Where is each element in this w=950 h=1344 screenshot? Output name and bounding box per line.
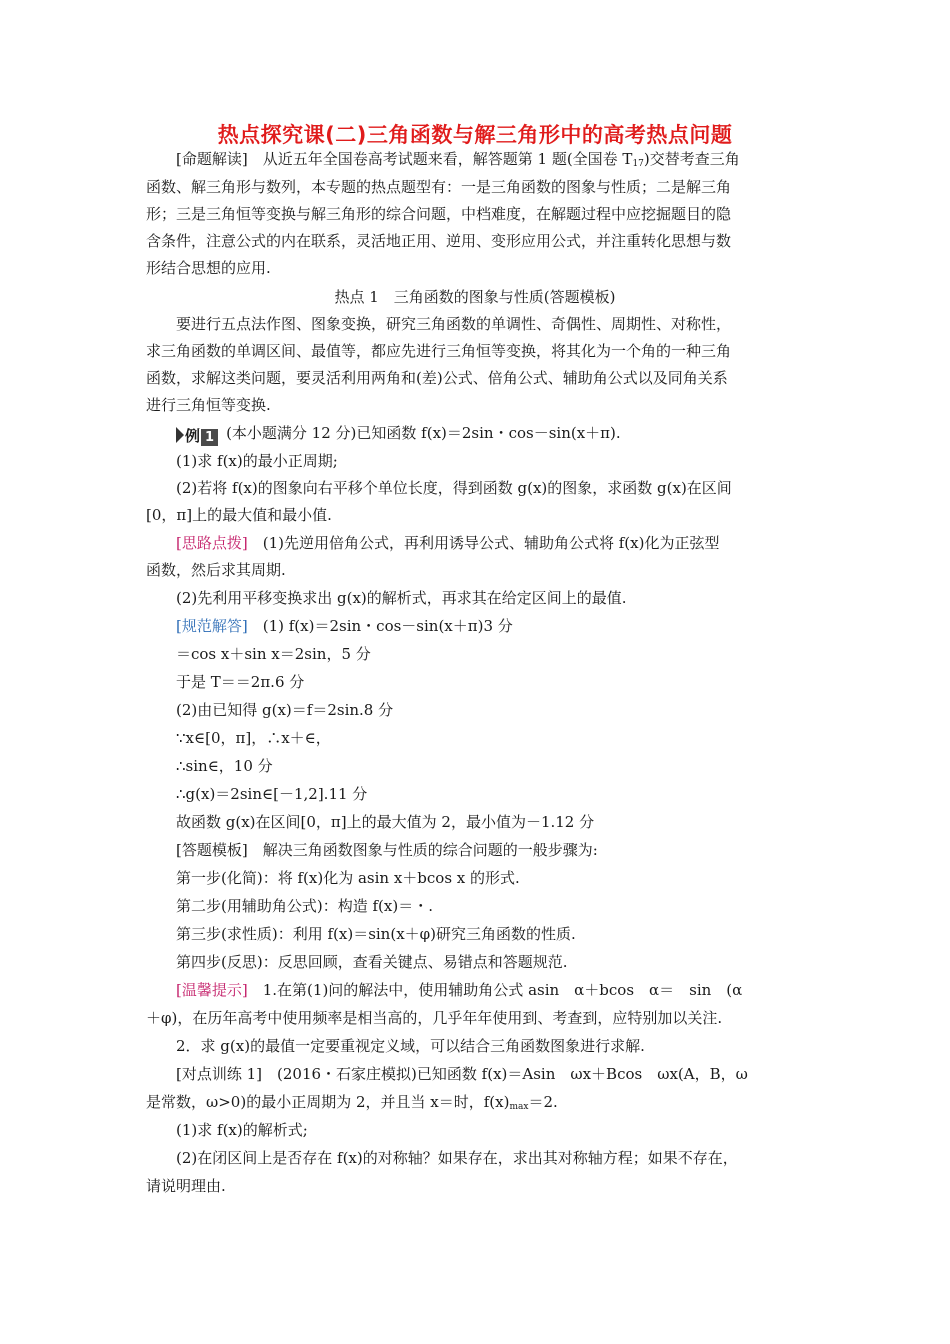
hotspot-line-3: 函数，求解这类问题，要灵活利用两角和(差)公式、倍角公式、辅助角公式以及同角关系 [146,369,728,387]
solution-line-1: [规范解答] (1) f(x)＝2sin・cos－sin(x＋π)3 分 [176,617,513,635]
intro-line-2: 函数、解三角形与数列，本专题的热点题型有：一是三角函数的图象与性质；二是解三角 [146,178,732,196]
solution-line-4: (2)由已知得 g(x)＝f＝2sin.8 分 [176,701,394,719]
hotspot-heading: 热点 1 三角函数的图象与性质(答题模板) [334,288,616,306]
tip-line-2: ＋φ)，在历年高考中使用频率是相当高的，几乎年年使用到、考查到，应特别加以关注. [146,1009,723,1027]
example-badge: 例 1 [176,426,218,444]
hotspot-line-2: 求三角函数的单调区间、最值等，都应先进行三角恒等变换，将其化为一个角的一种三角 [146,342,732,360]
practice-q1: (1)求 f(x)的解析式; [176,1121,308,1139]
solution-line-7: ∴g(x)＝2sin∈[－1,2].11 分 [176,785,368,803]
hint-line-3: (2)先利用平移变换求出 g(x)的解析式，再求其在给定区间上的最值. [176,589,627,607]
example-q2-line-1: (2)若将 f(x)的图象向右平移个单位长度，得到函数 g(x)的图象，求函数 g(x)在区间 [176,479,732,497]
hint-line-1: [思路点拨] (1)先逆用倍角公式，再利用诱导公式、辅助角公式将 f(x)化为正弦型 [176,534,720,552]
intro-line-5: 形结合思想的应用. [146,259,271,277]
hotspot-line-4: 进行三角恒等变换. [146,396,271,414]
practice-line-1: [对点训练 1] (2016・石家庄模拟)已知函数 f(x)＝Asin ωx＋Bcos ωx(A，B，ω [176,1065,748,1083]
practice-q2-line-2: 请说明理由. [146,1177,226,1195]
page-title: 热点探究课(二)三角函数与解三角形中的高考热点问题 [217,123,733,147]
template-label: [答题模板] [176,841,248,859]
template-step-1: 第一步(化简)：将 f(x)化为 asin x＋bcos x 的形式. [176,869,520,887]
tip-line-3: 2．求 g(x)的最值一定要重视定义域，可以结合三角函数图象进行求解. [176,1037,645,1055]
intro-label: [命题解读] [176,150,248,168]
template-step-2: 第二步(用辅助角公式)：构造 f(x)＝・. [176,897,433,915]
template-step-4: 第四步(反思)：反思回顾，查看关键点、易错点和答题规范. [176,953,568,971]
template-intro-line: [答题模板] 解决三角函数图象与性质的综合问题的一般步骤为: [176,841,598,859]
tip-line-1: [温馨提示] 1.在第(1)问的解法中，使用辅助角公式 asin α＋bcos α＝ sin (α [176,981,743,999]
solution-label: [规范解答] [176,617,248,635]
practice-q2-line-1: (2)在闭区间上是否存在 f(x)的对称轴？如果存在，求出其对称轴方程；如果不存在， [176,1149,738,1167]
example-q2-line-2: [0，π]上的最大值和最小值. [146,506,332,524]
solution-line-2: ＝cos x＋sin x＝2sin，5 分 [176,645,371,663]
solution-line-3: 于是 T＝＝2π.6 分 [176,673,305,691]
example-q1: (1)求 f(x)的最小正周期; [176,452,338,470]
hint-label: [思路点拨] [176,534,248,552]
intro-line-1: [命题解读] 从近五年全国卷高考试题来看，解答题第 1 题(全国卷 $T_{17}$)交替考查三角 [176,150,740,169]
example-stem: (本小题满分 12 分)已知函数 f(x)＝2sin・cos－sin(x＋π). [226,424,621,442]
hotspot-line-1: 要进行五点法作图、图象变换，研究三角函数的单调性、奇偶性、周期性、对称性， [176,315,732,333]
hint-line-2: 函数，然后求其周期. [146,561,286,579]
intro-line-4: 含条件，注意公式的内在联系，灵活地正用、逆用、变形应用公式，并注重转化思想与数 [146,232,732,250]
example-stem-line [176,423,846,444]
solution-line-8: 故函数 g(x)在区间[0，π]上的最大值为 2，最小值为－1.12 分 [176,813,595,831]
template-step-3: 第三步(求性质)：利用 f(x)＝sin(x＋φ)研究三角函数的性质. [176,925,576,943]
solution-line-6: ∴sin∈，10 分 [176,757,273,775]
tip-label: [温馨提示] [176,981,248,999]
triangle-icon [176,427,184,443]
intro-line-3: 形；三是三角恒等变换与解三角形的综合问题，中档难度，在解题过程中应挖掘题目的隐 [146,205,732,223]
practice-line-2: 是常数，ω>0)的最小正周期为 2，并且当 x＝时，$f(x)_{max}=2$. [146,1093,558,1112]
solution-line-5: ∵x∈[0，π]，∴x＋∈， [176,729,331,747]
